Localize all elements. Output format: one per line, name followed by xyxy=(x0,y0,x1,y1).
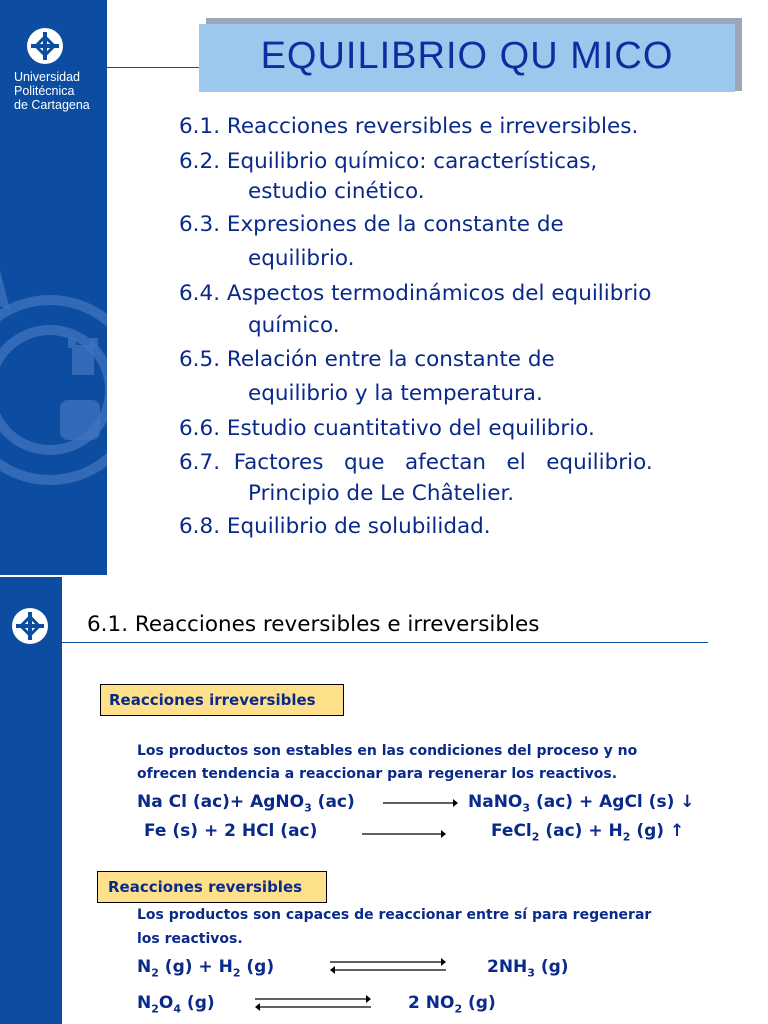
toc-item-6-3-cont: equilibrio. xyxy=(248,246,355,271)
eq-subscript: 2 xyxy=(232,966,241,980)
reversible-eq1-reactants xyxy=(137,957,274,979)
eq-text: 2NH xyxy=(487,957,528,977)
toc-item-6-8: 6.8. Equilibrio de solubilidad. xyxy=(179,514,491,539)
slide-title: EQUILIBRIO QU MICO xyxy=(260,35,674,77)
reversible-label: Reacciones reversibles xyxy=(97,871,327,903)
eq-subscript: 2 xyxy=(151,966,159,980)
eq-text: (g) xyxy=(240,957,275,977)
eq-text: Na Cl (ac)+ AgNO xyxy=(137,792,305,812)
eq-subscript: 3 xyxy=(527,966,535,980)
eq-subscript: 2 xyxy=(531,830,540,844)
irreversible-eq1-products xyxy=(468,792,695,814)
irreversible-eq2-reactants: Fe (s) + 2 HCl (ac) xyxy=(144,821,318,841)
toc-item-6-5: 6.5. Relación entre la constante de xyxy=(179,347,555,372)
reversible-desc-line-1: Los productos son capaces de reaccionar entre sí para regenerar xyxy=(137,907,652,923)
irreversible-desc-line-2: ofrecen tendencia a reaccionar para regenerar los reactivos. xyxy=(137,766,618,782)
eq-text: N xyxy=(137,957,152,977)
eq-text: NaNO xyxy=(468,792,523,812)
slide-1-sidebar xyxy=(0,0,107,575)
equilibrium-arrows-icon xyxy=(330,957,446,975)
toc-item-6-7: 6.7. Factores que afectan el equilibrio. xyxy=(179,450,653,475)
eq-text: N xyxy=(137,993,152,1013)
eq-subscript: 3 xyxy=(304,801,312,815)
irreversible-eq2-products xyxy=(491,821,684,843)
toc-item-6-2: 6.2. Equilibrio químico: características, xyxy=(179,149,598,174)
eq-text: (g) xyxy=(534,957,569,977)
forward-arrow-icon xyxy=(362,828,446,840)
eq-text: (ac) xyxy=(311,792,355,812)
eq-text: (g) ↑ xyxy=(630,821,685,841)
toc-item-6-5-cont: equilibrio y la temperatura. xyxy=(248,381,543,406)
irreversible-desc-line-1: Los productos son estables en las condiciones del proceso y no xyxy=(137,743,638,759)
toc-item-6-4-cont: químico. xyxy=(248,313,340,338)
toc-item-6-4: 6.4. Aspectos termodinámicos del equilibrio xyxy=(179,281,652,306)
reversible-eq1-products xyxy=(487,957,569,979)
university-name-line-2: Politécnica xyxy=(14,84,75,98)
eq-text: FeCl xyxy=(491,821,532,841)
title-rule xyxy=(107,67,199,68)
toc-item-6-3: 6.3. Expresiones de la constante de xyxy=(179,212,564,237)
university-logo-icon xyxy=(27,28,63,64)
university-emblem-watermark xyxy=(0,250,107,530)
toc-item-6-1: 6.1. Reacciones reversibles e irreversibles. xyxy=(179,114,639,139)
eq-text: O xyxy=(158,993,174,1013)
eq-subscript: 3 xyxy=(522,801,531,815)
irreversible-eq1-reactants xyxy=(137,792,355,814)
toc-item-6-7-cont: Principio de Le Châtelier. xyxy=(248,481,515,506)
forward-arrow-icon xyxy=(383,797,458,809)
eq-text: 2 NO xyxy=(408,993,455,1013)
eq-text: (ac) + H xyxy=(539,821,623,841)
eq-subscript: 2 xyxy=(622,830,631,844)
eq-text: (g) xyxy=(181,993,215,1013)
eq-subscript: 2 xyxy=(151,1002,159,1016)
slide-2-sidebar xyxy=(0,577,62,1024)
toc-item-6-6: 6.6. Estudio cuantitativo del equilibrio. xyxy=(179,416,595,441)
reversible-desc-line-2: los reactivos. xyxy=(137,931,243,947)
reversible-eq2-reactants xyxy=(137,993,215,1015)
eq-text: (g) xyxy=(462,993,496,1013)
heading-rule xyxy=(62,642,708,643)
section-heading: 6.1. Reacciones reversibles e irreversibles xyxy=(87,612,540,637)
eq-text: (ac) + AgCl (s) ↓ xyxy=(530,792,695,812)
reversible-eq2-products xyxy=(408,993,496,1015)
irreversible-label: Reacciones irreversibles xyxy=(100,684,344,716)
equilibrium-arrows-icon xyxy=(255,994,371,1012)
university-name-line-1: Universidad xyxy=(14,70,81,84)
eq-text: (g) + H xyxy=(158,957,233,977)
toc-item-6-2-cont: estudio cinético. xyxy=(248,179,425,204)
eq-subscript: 2 xyxy=(454,1002,463,1016)
university-name-line-3: de Cartagena xyxy=(14,98,90,112)
university-logo-icon xyxy=(12,608,48,644)
eq-subscript: 4 xyxy=(173,1002,181,1016)
